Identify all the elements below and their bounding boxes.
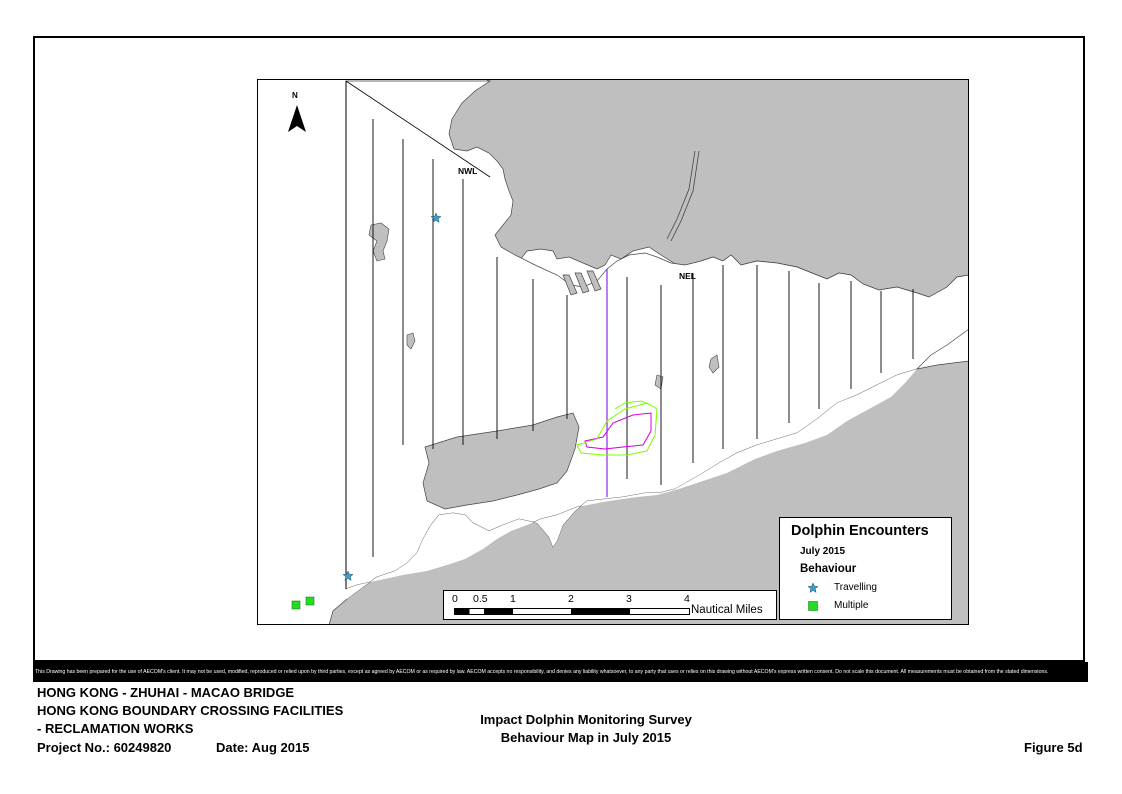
- project-number: Project No.: 60249820: [37, 740, 172, 755]
- scale-bar-segments: [454, 608, 690, 616]
- legend-item-multiple: Multiple: [834, 600, 869, 611]
- legend-title: Dolphin Encounters: [791, 523, 929, 539]
- nwl-label: NWL: [458, 166, 478, 176]
- figure-title-line-2: Behaviour Map in July 2015: [500, 730, 672, 745]
- nel-label: NEL: [679, 271, 696, 281]
- legend-period: July 2015: [800, 546, 846, 557]
- legend-category: Behaviour: [800, 563, 857, 575]
- legend-item-travelling: Travelling: [834, 582, 877, 593]
- scale-tick: 1: [510, 593, 516, 605]
- project-line-1: HONG KONG - ZHUHAI - MACAO BRIDGE: [37, 685, 295, 700]
- square-icon: [808, 601, 818, 611]
- figure-title-line-1: Impact Dolphin Monitoring Survey: [480, 712, 692, 727]
- north-arrow-label: N: [292, 91, 298, 100]
- scale-unit: Nautical Miles: [691, 604, 763, 616]
- project-date: Date: Aug 2015: [216, 740, 310, 755]
- scale-tick: 0.5: [473, 593, 488, 605]
- scale-tick: 0: [452, 593, 458, 605]
- project-line-2: HONG KONG BOUNDARY CROSSING FACILITIES: [37, 703, 344, 718]
- figure-number: Figure 5d: [1024, 740, 1083, 755]
- scale-tick: 3: [626, 593, 632, 605]
- disclaimer-bar: This Drawing has been prepared for the use of AECOM's client. It may not be used, modified, reproduced or relied upon by third parties, except as agreed by AECOM or as required by law. AECOM accepts no responsibility, and denies any liability whatsoever, to any party that uses or relies on this drawing without AECOM's express written consent. Do not scale this document. All measurements must be obtained from the stated dimensions.: [33, 662, 1088, 682]
- project-line-3: - RECLAMATION WORKS: [37, 721, 194, 736]
- scale-tick: 4: [684, 593, 690, 605]
- multiple-sighting-1: [292, 601, 300, 609]
- figure-title: [436, 711, 736, 747]
- star-icon: [807, 582, 819, 594]
- scale-bar: [443, 590, 777, 620]
- scale-tick: 2: [568, 593, 574, 605]
- legend: [779, 517, 952, 620]
- multiple-sighting-2: [306, 597, 314, 605]
